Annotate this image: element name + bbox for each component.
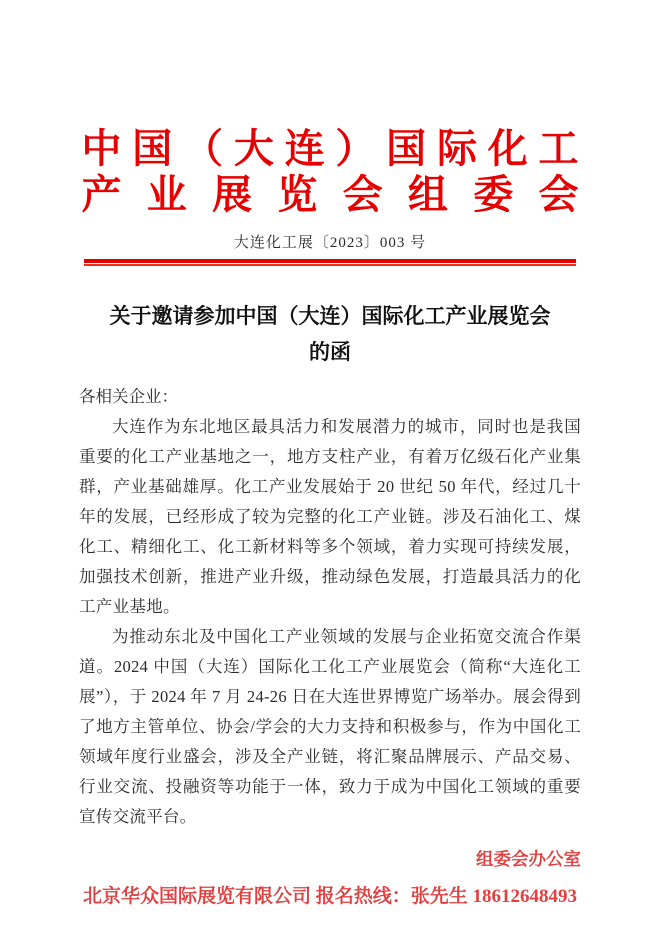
- letterhead-line-2: 产业展览会组委会: [81, 173, 579, 217]
- document-title: [0, 298, 660, 370]
- document-title-line-2: 的函: [309, 340, 351, 364]
- salutation: 各相关企业：: [79, 387, 178, 406]
- signoff-office: 组委会办公室: [476, 849, 581, 869]
- body-paragraph-1: 大连作为东北地区最具活力和发展潜力的城市，同时也是我国重要的化工产业基地之一，地方支柱产业，有着万亿级石化产业集群，产业基础雄厚。化工产业发展始于 20 世纪 50 年代，经过几十年的发展，已经形成了较为完整的化工产业链。涉及石油化工、煤化工、精细化工、化工新材料等多个领域，着力实现可持续发展，加强技术创新，推进产业升级，推动绿色发展，打造最具活力的化工产业基地。: [79, 417, 581, 616]
- document-title-line-1: 关于邀请参加中国（大连）国际化工产业展览会: [109, 304, 551, 328]
- contact-hotline: 北京华众国际展览有限公司 报名热线：张先生 18612648493: [82, 886, 577, 907]
- body-paragraph-2: 为推动东北及中国化工产业领域的发展与企业拓宽交流合作渠道。2024 中国（大连）国际化工化工产业展览会（简称“大连化工展”），于 2024 年 7 月 24-26 日在大连世界博览广场举办。展会得到了地方主管单位、协会/学会的大力支持和积极参与，作为中国化工领域年度行业盛会，涉及全产业链，将汇聚品牌展示、产品交易、行业交流、投融资等功能于一体，致力于成为中国化工领域的重要宣传交流平台。: [79, 627, 581, 826]
- document-body: [79, 382, 581, 832]
- red-divider-line: [84, 259, 576, 266]
- letterhead-line-1: 中国（大连）国际化工: [81, 127, 579, 171]
- letterhead: [82, 126, 579, 218]
- document-number: 大连化工展〔2023〕003 号: [233, 235, 427, 251]
